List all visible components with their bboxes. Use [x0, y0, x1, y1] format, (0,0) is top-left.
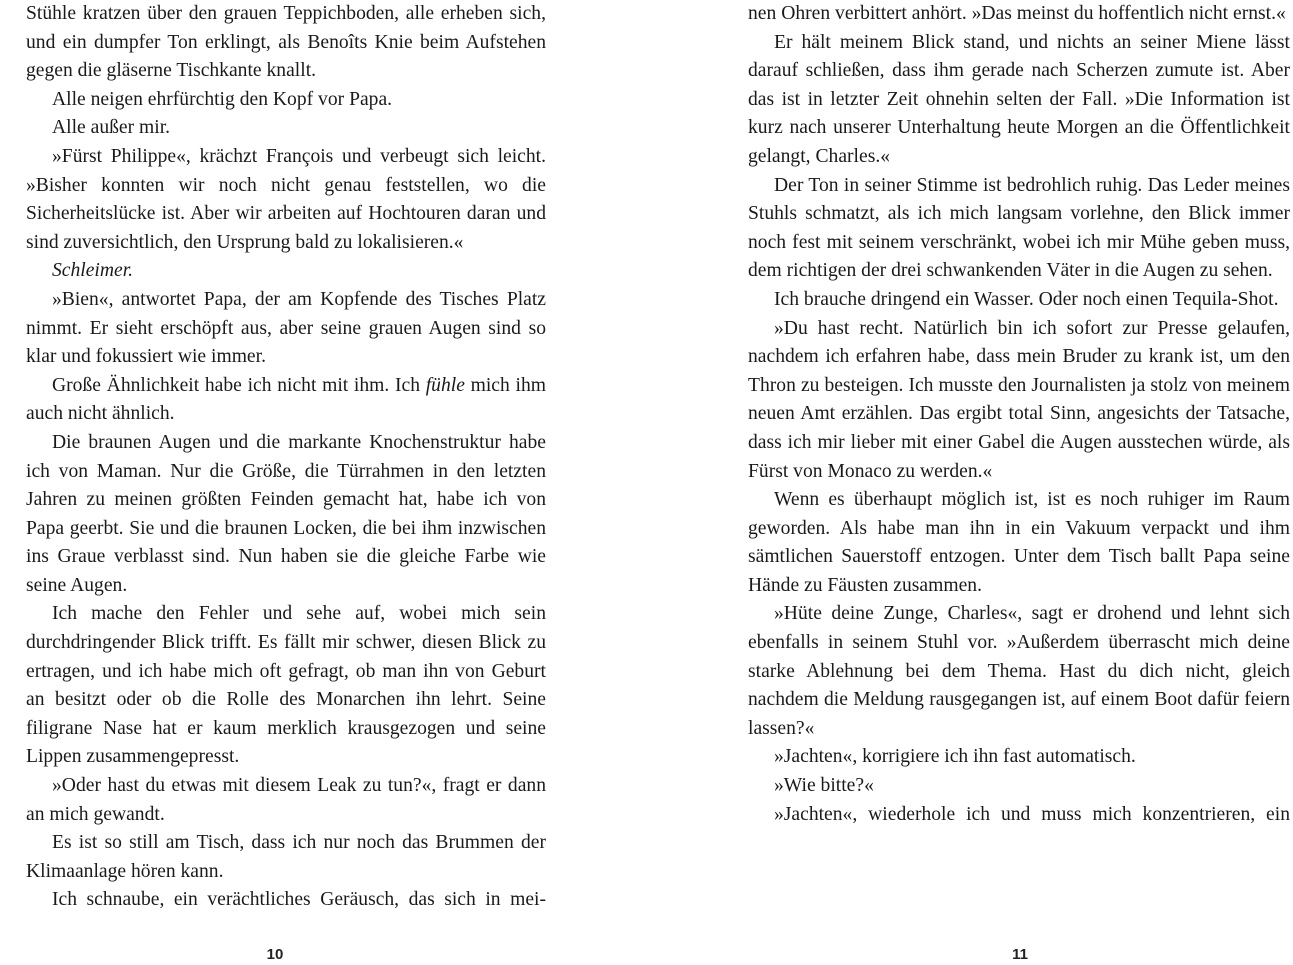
paragraph: »Du hast recht. Natürlich bin ich sofort zur Presse gelaufen, nachdem ich erfahren habe, dass mein Bruder zu krank ist, um den Thron zu besteigen. Ich musste den Journalisten ja stolz von meinem neuen Amt erzählen. Das ergibt total Sinn, angesichts der Tatsache, dass ich mir lieber mit einer Gabel die Augen ausstechen würde, als Fürst von Monaco zu werden.«	[748, 317, 1290, 482]
italic-text: Schleimer.	[52, 260, 134, 282]
paragraph: Wenn es überhaupt möglich ist, ist es noch ruhiger im Raum geworden. Als habe man ihn in ein Vakuum verpackt und ihm sämtlichen Sauerstoff entzogen. Unter dem Tisch ballt Papa seine Hände zu Fäusten zusammen.	[748, 489, 1290, 596]
paragraph: Es ist so still am Tisch, dass ich nur noch das Brummen der Klimaanlage hören kann.	[26, 832, 546, 882]
paragraph: »Oder hast du etwas mit diesem Leak zu tun?«, fragt er dann an mich gewandt.	[26, 775, 546, 825]
page-number-right: 11	[1012, 946, 1028, 963]
paragraph: »Jachten«, wiederhole ich und muss mich konzentrieren, ein	[774, 803, 1290, 825]
paragraph: Alle neigen ehrfürchtig den Kopf vor Papa.	[52, 88, 393, 110]
paragraph-italic	[26, 257, 546, 286]
italic-text: fühle	[425, 374, 465, 396]
paragraph: Ich brauche dringend ein Wasser. Oder noch einen Tequila-Shot.	[774, 288, 1279, 310]
page-number-left: 10	[266, 946, 284, 963]
paragraph: »Bien«, antwortet Papa, der am Kopfende des Tisches Platz nimmt. Er sieht erschöpft aus, aber seine grauen Augen sind so klar und fokussiert wie immer.	[26, 288, 546, 368]
paragraph: Die braunen Augen und die markante Knochenstruktur habe ich von Maman. Nur die Größe, die Türrahmen in den letzten Jahren zu meinen größten Feinden gemacht hat, habe ich von Papa geerbt. Sie und die braunen Locken, die bei ihm inzwischen ins Graue verblasst sind. Nun haben sie die gleiche Farbe wie seine Augen.	[26, 431, 546, 596]
paragraph: Alle außer mir.	[52, 117, 171, 139]
paragraph: Er hält meinem Blick stand, und nichts an seiner Miene lässt darauf schließen, dass ihm gerade nach Scherzen zumute ist. Aber das ist in letzter Zeit ohnehin selten der Fall. »Die Information ist kurz nach unserer Unterhaltung heute Morgen an die Öffentlichkeit gelangt, Charles.«	[748, 31, 1290, 167]
right-page	[748, 0, 1290, 829]
paragraph: Ich schnaube, ein verächtliches Geräusch, das sich in mei-	[52, 889, 546, 911]
paragraph	[26, 372, 546, 429]
paragraph: Der Ton in seiner Stimme ist bedrohlich ruhig. Das Leder meines Stuhls schmatzt, als ich mich langsam vorlehne, den Blick immer noch fest mit seinem verschränkt, wobei ich mir Mühe geben muss, dem richtigen der drei schwankenden Väter in die Augen zu sehen.	[748, 174, 1290, 282]
paragraph: Stühle kratzen über den grauen Teppichboden, alle erheben sich, und ein dumpfer Ton erklingt, als Benoîts Knie beim Aufstehen gegen die gläserne Tischkante knallt.	[26, 3, 546, 82]
paragraph: Ich mache den Fehler und sehe auf, wobei mich sein durchdringender Blick trifft. Es fällt mir schwer, diesen Blick zu ertragen, und ich habe mich oft gefragt, ob man ihn von Geburt an besitzt oder ob die Rolle des Monarchen ihn lehrt. Seine filigrane Nase hat er kaum merklich krausgezogen und seine Lippen zusammengepresst.	[26, 603, 546, 768]
right-page-text	[748, 0, 1290, 829]
text-run: Große Ähnlichkeit habe ich nicht mit ihm. Ich	[52, 374, 426, 396]
paragraph: »Wie bitte?«	[774, 775, 874, 797]
paragraph: »Fürst Philippe«, krächzt François und verbeugt sich leicht. »Bisher konnten wir noch nicht genau feststellen, wo die Sicherheitslücke ist. Aber wir arbeiten auf Hochtouren daran und sind zuversichtlich, den Ursprung bald zu lokalisieren.«	[26, 145, 546, 253]
left-page-text	[26, 0, 546, 915]
text-run: mich ihm auch nicht ähnlich.	[26, 374, 546, 425]
paragraph: »Jachten«, korrigiere ich ihn fast automatisch.	[774, 746, 1136, 768]
left-page	[26, 0, 546, 915]
paragraph: nen Ohren verbittert anhört. »Das meinst du hoffentlich nicht ernst.«	[748, 3, 1286, 24]
paragraph: »Hüte deine Zunge, Charles«, sagt er drohend und lehnt sich ebenfalls in seinem Stuhl vor. »Außerdem überrascht mich deine starke Ablehnung bei dem Thema. Hast du dich nicht, gleich nachdem die Meldung rausgegangen ist, auf einem Boot dafür feiern lassen?«	[748, 603, 1290, 739]
